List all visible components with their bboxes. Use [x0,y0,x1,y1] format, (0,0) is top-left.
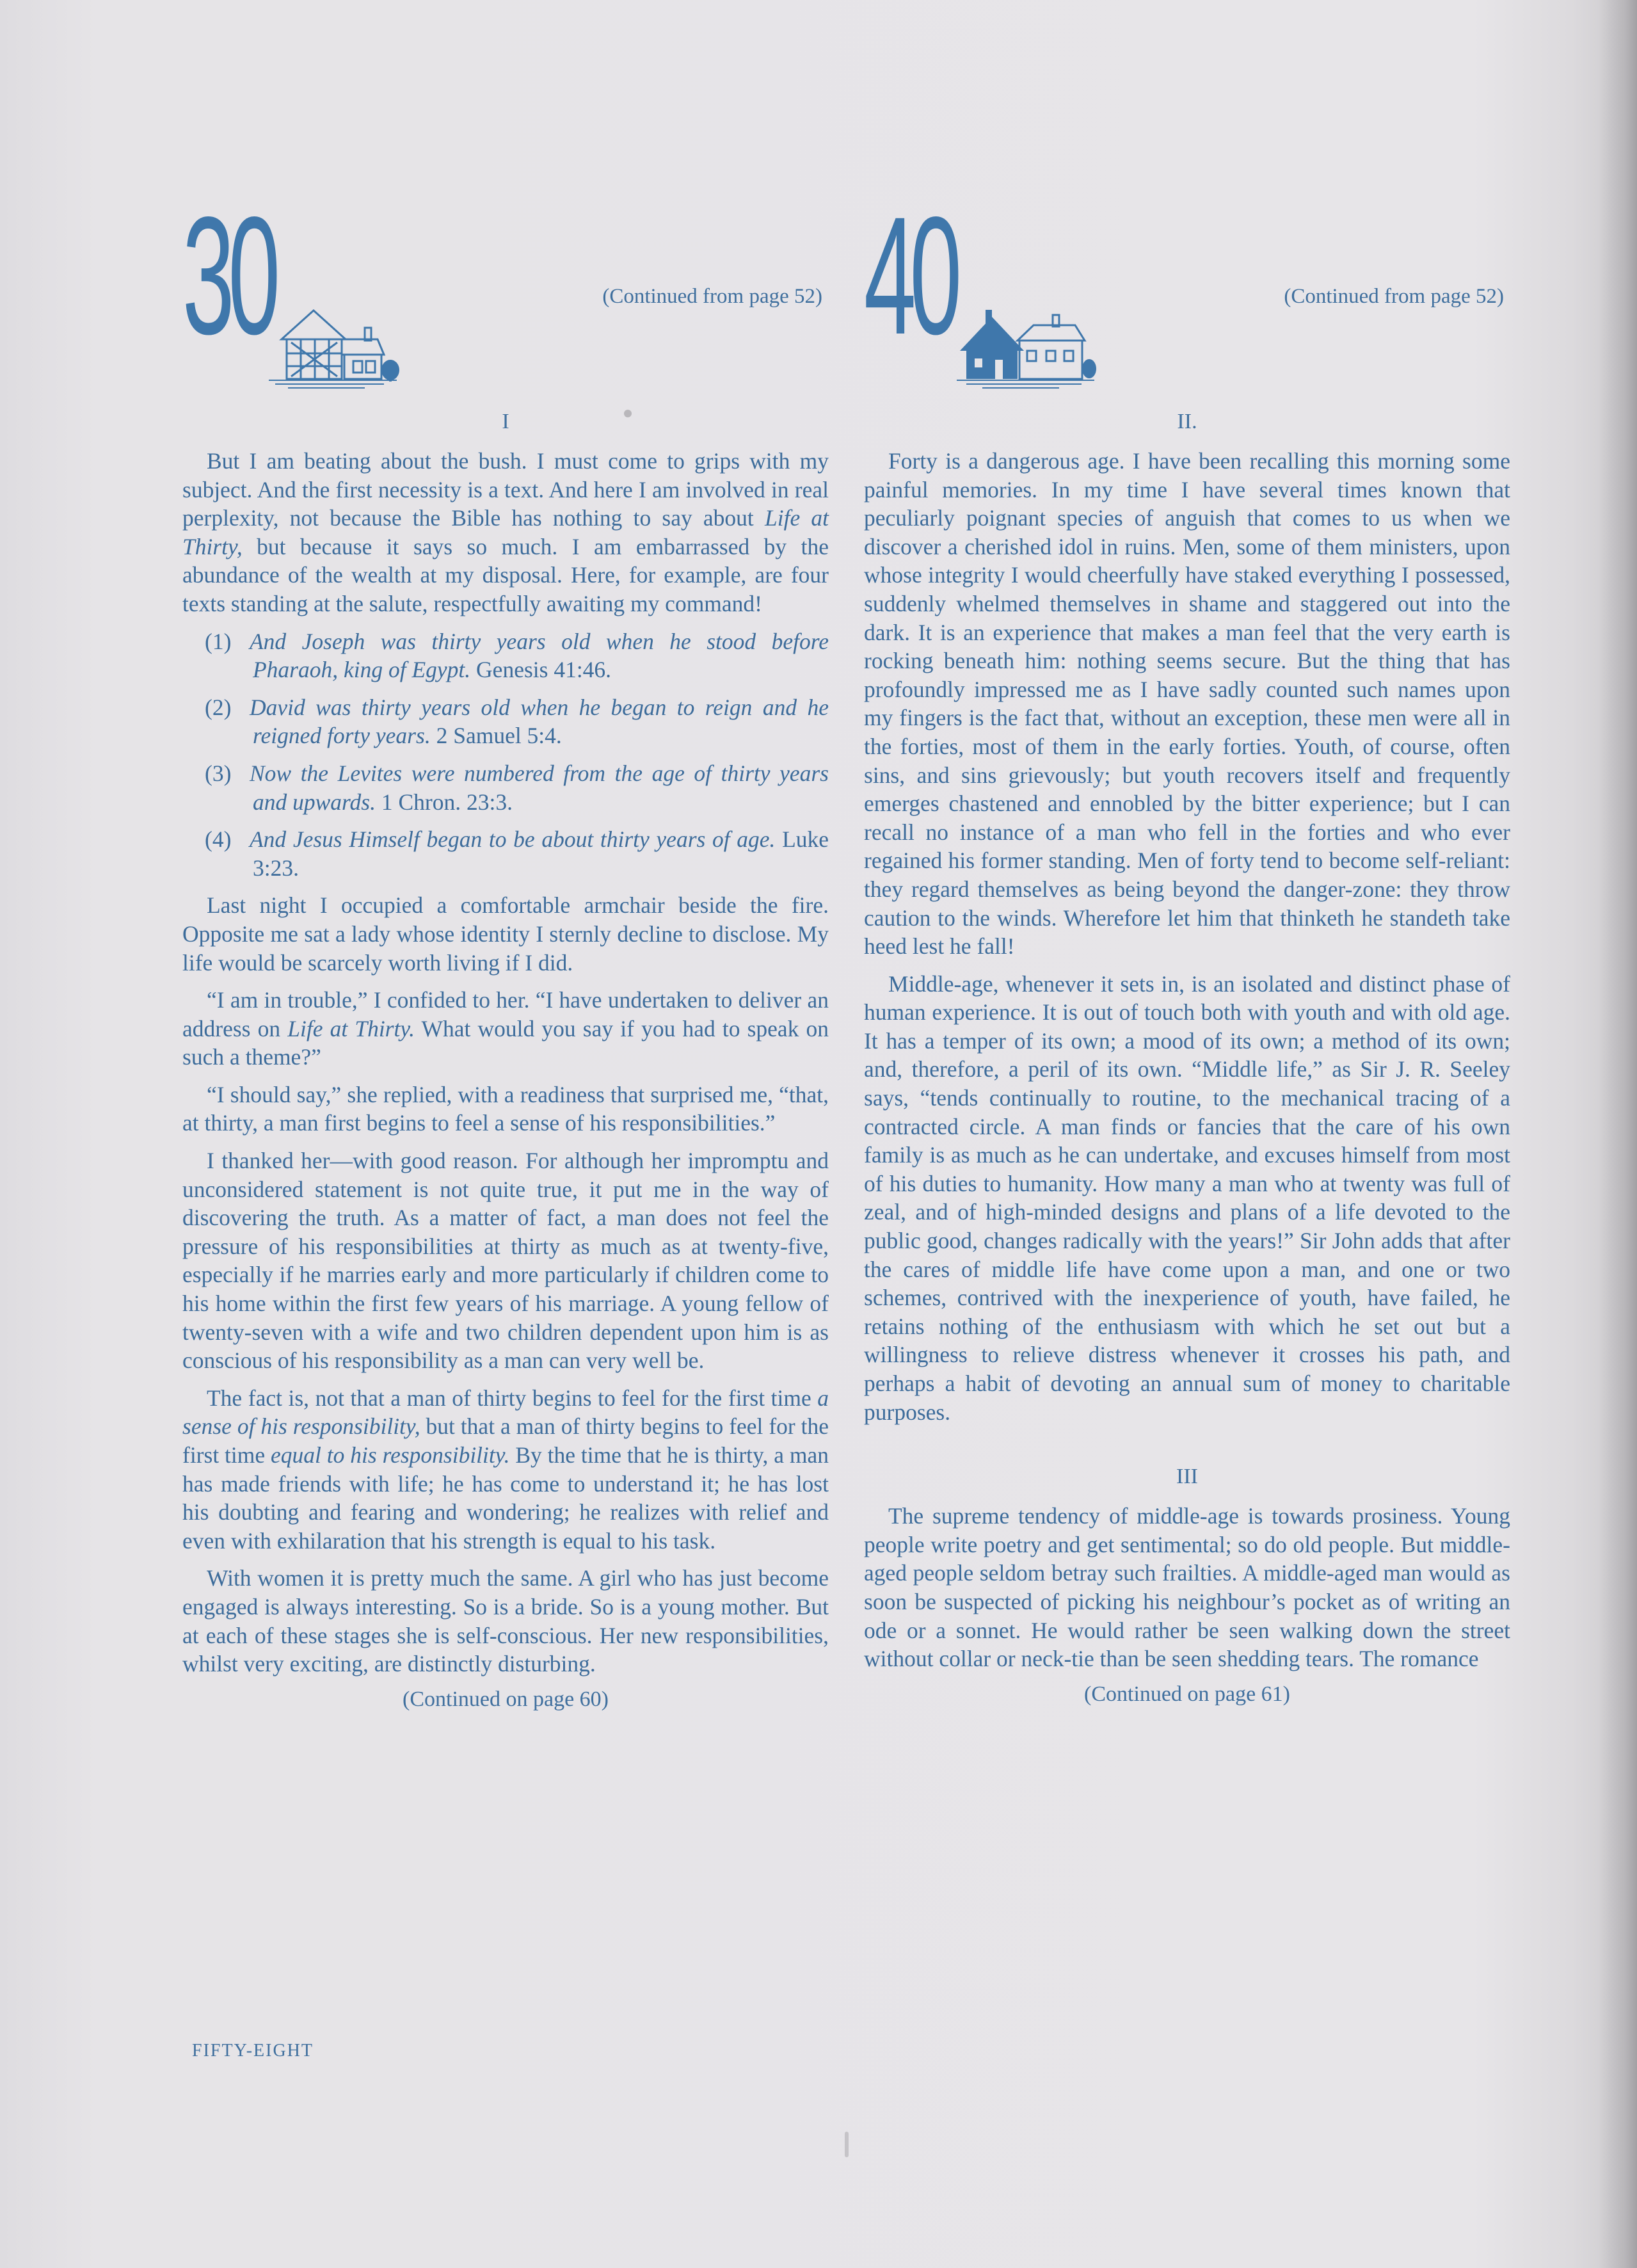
left-numeral: 30 [182,182,275,369]
right-column [864,182,1510,2048]
section-number-ii: II. [1177,410,1197,433]
paragraph: “I am in trouble,” I confided to her. “I have undertaken to deliver an address on Life at Thirty. What would you say if you had to speak on such a theme?” [182,987,829,1070]
verse-item: (3) Now the Levites were numbered from the age of thirty years and upwards. 1 Chron. 23:3. [205,760,829,815]
paragraph: I thanked her—with good reason. For although her impromptu and unconsidered statement is not quite true, it put me in the way of discovering the truth. As a matter of fact, a man does not feel the pressure of his responsibilities at thirty as much as at twenty-five, especially if he marries early and more particularly if children come to his home within the first few years of his marriage. A young fellow of twenty-seven with a wife and two children dependent upon him is as conscious of his responsibility as a man can very well be. [182,1148,829,1374]
page-folio: FIFTY-EIGHT [192,2041,314,2061]
verse-item: (1) And Joseph was thirty years old when he stood before Pharaoh, king of Egypt. Genesis 41:46. [205,628,829,683]
paragraph: Forty is a dangerous age. I have been recalling this morning some painful memories. In my time I have several times known that peculiarly poignant species of anguish that comes to us when we discover a cherished idol in ruins. Men, some of them ministers, upon whose integrity I would cheerfully have staked everything I possessed, suddenly whelmed themselves in shame and staggered out into the dark. It is an experience that makes a man feel that the very earth is rocking beneath him: nothing seems secure. But the thing that has profoundly impressed me as I have sadly counted such names upon my fingers is the fact that, without an exception, these men were all in the forties, most of them in the early forties. Youth, of course, often sins, and sins grievously; but youth recovers itself and frequently emerges chastened and ennobled by the bitter experience; but I can recall no instance of a man who fell in the forties and who ever regained his former standing. Men of forty tend to become self-reliant: they regard themselves as being beyond the danger-zone: they throw caution to the winds. Wherefore let him that thinketh he standeth take heed lest he fall! [864,448,1510,960]
section-number-iii: III [1176,1465,1198,1489]
right-continued-from: (Continued from page 52) [1284,285,1504,308]
verse-item: (4) And Jesus Himself began to be about thirty years of age. Luke 3:23. [205,826,829,881]
paragraph: Last night I occupied a comfortable armchair beside the fire. Opposite me sat a lady whose identity I sternly decline to disclose. My life would be scarcely worth living if I did. [182,892,829,976]
paragraph: Middle-age, whenever it sets in, is an isolated and distinct phase of human experience. It is out of touch both with youth and with old age. It has a temper of its own; a mood of its own; a method of its own; and, therefore, a peril of its own. “Middle life,” as Sir J. R. Seeley says, “tends continually to routine, to the mechanical tracing of a contracted circle. A man finds or fancies that the care of his own family is as much as he can undertake, and excuses himself from most of his duties to humanity. How many a man who at twenty was full of zeal, and of high-minded designs and plans of a life devoted to the public good, changes radically with the years!” Sir John adds that after the cares of middle life have come upon a man, and one or two schemes, contrived with the inexperience of youth, have failed, he retains nothing of the enthusiasm with which he set out but a willingness to relieve distress whenever it crosses his path, and perhaps a habit of devoting an annual sum of money to charitable purposes. [864,970,1510,1425]
left-continued-from: (Continued from page 52) [602,285,822,308]
section-number-i: I [502,410,509,433]
paragraph: With women it is pretty much the same. A girl who has just become engaged is always interesting. So is a bride. So is a young mother. But at each of these stages she is self-conscious. Her new responsibilities, whilst very exciting, are distinctly disturbing. [182,1565,829,1677]
paragraph: But I am beating about the bush. I must come to grips with my subject. And the first necessity is a text. And here I am involved in real perplexity, not because the Bible has nothing to say about Life at Thirty, but because it says so much. I am embarrassed by the abundance of the wealth at my disposal. Here, for example, are four texts standing at the salute, respectfully awaiting my command! [182,448,829,616]
verse-item: (2) David was thirty years old when he began to reign and he reigned forty years. 2 Samuel 5:4. [205,694,829,749]
left-continued-on: (Continued on page 60) [403,1687,609,1711]
left-column [182,182,829,2048]
left-header [182,182,829,410]
paragraph: The supreme tendency of middle-age is towards prosiness. Young people write poetry and get sentimental; so do old people. But middle-aged people seldom betray such frailties. A middle-aged man would as soon be suspected of picking his neighbour’s pocket as of writing an ode or a sonnet. He would rather be seen walking down the street without collar or neck-tie than be seen shedding tears. The romance [864,1503,1510,1672]
right-numeral: 40 [864,182,956,369]
cottage-icon [957,301,1098,390]
paragraph: The fact is, not that a man of thirty begins to feel for the first time a sense of his responsibility, but that a man of thirty begins to feel for the first time equal to his responsibility. By the time that he is thirty, a man has made friends with life; he has come to understand it; he has lost his doubting and fearing and wondering; he realizes with relief and even with exhilaration that his strength is equal to his task. [182,1385,829,1554]
right-header [864,182,1510,410]
paragraph: “I should say,” she replied, with a readiness that surprised me, “that, at thirty, a man first begins to feel a sense of his responsibilities.” [182,1081,829,1136]
paper-speck [845,2132,849,2157]
page-edge-shadow [1599,0,1637,2268]
right-continued-on: (Continued on page 61) [1084,1682,1290,1706]
farmhouse-icon [269,301,410,390]
